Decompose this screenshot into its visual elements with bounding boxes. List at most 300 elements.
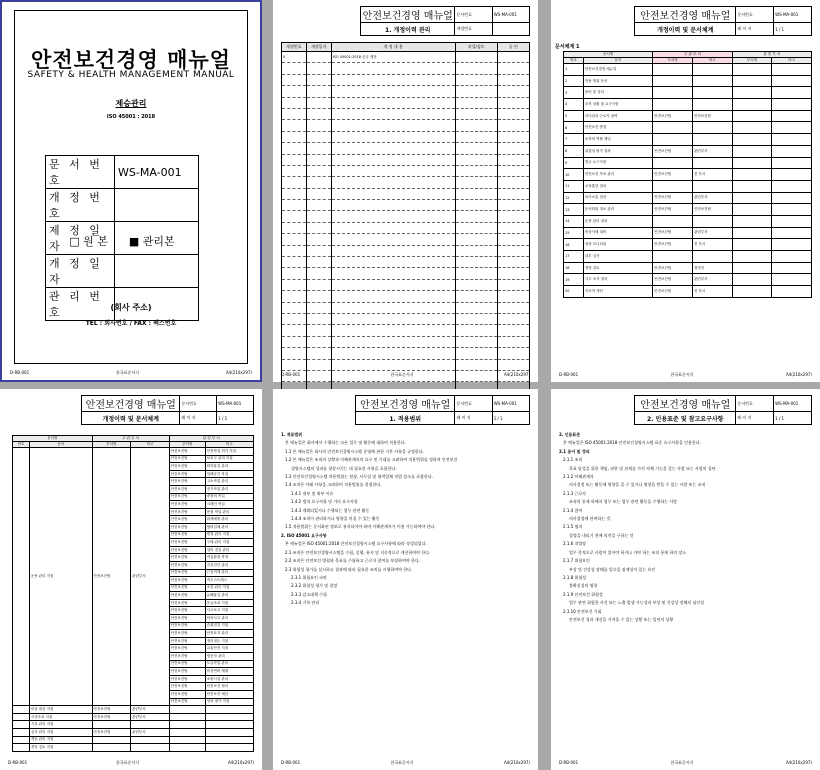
references-body-text bbox=[559, 431, 812, 754]
table-cell bbox=[306, 165, 331, 176]
header-subtitle: 개정이력 및 문서체계 bbox=[635, 23, 736, 36]
table-cell: 성과 평가 지침 bbox=[205, 698, 253, 706]
footer-right: A4(210x297) bbox=[785, 760, 812, 765]
table-cell bbox=[692, 251, 732, 263]
cover-approve-label: 제승관리 bbox=[115, 99, 147, 108]
table-cell bbox=[331, 200, 455, 211]
table-cell bbox=[455, 291, 497, 302]
header-page: 1 / 1 bbox=[492, 412, 529, 425]
cover-field-label: 제 정 일 자 bbox=[46, 222, 115, 255]
table-cell bbox=[732, 122, 772, 134]
page-footer bbox=[559, 760, 812, 766]
table-cell: 18 bbox=[564, 262, 584, 274]
table-cell: 안전보건팀 bbox=[692, 204, 732, 216]
table-cell bbox=[455, 120, 497, 131]
footer-right: A4(210x297) bbox=[227, 760, 254, 765]
table-cell bbox=[772, 110, 812, 122]
scope-page[interactable] bbox=[273, 389, 538, 770]
footer-center: 한국표준서식 bbox=[390, 372, 414, 377]
table-cell: 안전보건 방침 bbox=[583, 122, 652, 134]
document-structure-page[interactable] bbox=[551, 0, 820, 382]
table-cell: 4 bbox=[564, 99, 584, 111]
table-cell bbox=[455, 336, 497, 347]
text-line: 2.1 조직은 안전보건경영시스템을 수립, 실행, 유지 및 지속적으로 개선하여야 한다. bbox=[285, 549, 431, 555]
rev-col-header: 개 정 내 용 bbox=[331, 43, 455, 52]
footer-left: D-RB-001 bbox=[559, 760, 579, 765]
footer-left: D-RB-001 bbox=[10, 370, 30, 375]
table-cell bbox=[692, 180, 732, 192]
header-subtitle: 1. 적용범위 bbox=[356, 412, 455, 425]
table-cell: 14 bbox=[564, 215, 584, 227]
table-cell: 사고 조사 절차 bbox=[583, 274, 652, 286]
table-row bbox=[564, 64, 812, 76]
table-row bbox=[564, 169, 812, 181]
table-cell: 안전보건팀 bbox=[653, 274, 693, 286]
table-cell bbox=[282, 359, 307, 370]
table-cell bbox=[13, 721, 30, 729]
table-cell bbox=[455, 222, 497, 233]
table-cell: ISO 45001:2018 신규 제정 bbox=[331, 52, 455, 63]
table-cell: 안전보건팀 bbox=[653, 204, 693, 216]
table-cell: 적용 범위 문서 bbox=[583, 75, 652, 87]
page-footer bbox=[559, 372, 812, 378]
table-cell bbox=[455, 234, 497, 245]
table-cell bbox=[205, 706, 253, 714]
table-cell bbox=[692, 75, 732, 87]
header-title: 안전보건경영 매뉴얼 bbox=[635, 396, 736, 412]
text-line: 2.1.5 협의 bbox=[563, 524, 583, 530]
table-cell bbox=[692, 122, 732, 134]
table-cell: 안전보건 목표 관리 bbox=[583, 169, 652, 181]
page-header bbox=[8, 395, 254, 425]
table-cell bbox=[169, 736, 205, 744]
table-cell: 안전보건팀 bbox=[169, 607, 205, 615]
table-row bbox=[282, 63, 530, 74]
table-cell: 안전보건팀 bbox=[169, 599, 205, 607]
dist-subheader: 비고 bbox=[692, 58, 732, 64]
table-cell: 관련부서 bbox=[692, 274, 732, 286]
table-cell: 구매 관리 지침 bbox=[205, 539, 253, 547]
document-structure-continued-page[interactable] bbox=[0, 389, 262, 770]
table-cell bbox=[455, 245, 497, 256]
table-cell: 설비 점검 관리 bbox=[205, 546, 253, 554]
dist-subheader: 비고 bbox=[205, 442, 253, 448]
text-line: 의사결정 또는 활동에 영향을 줄 수 있거나 영향을 받을 수 있는 사람 또는 조직 bbox=[569, 482, 706, 488]
distribution-label: 문서체계 1 bbox=[555, 44, 580, 50]
table-cell bbox=[131, 744, 170, 752]
table-row bbox=[282, 154, 530, 165]
text-line: 1.3 안전보건경영시스템 적용범위는 현장, 사무실 및 협력업체 작업 장소를 포함한다. bbox=[285, 474, 433, 480]
table-cell bbox=[692, 99, 732, 111]
table-cell bbox=[497, 74, 529, 85]
group-dept: 안전보건팀 bbox=[92, 448, 131, 706]
text-line: 2.1.4 참여 bbox=[563, 507, 583, 513]
table-row bbox=[564, 215, 812, 227]
table-row bbox=[282, 86, 530, 97]
table-cell bbox=[497, 154, 529, 165]
table-row bbox=[282, 97, 530, 108]
table-cell bbox=[732, 192, 772, 204]
text-line: 불확실성의 영향 bbox=[569, 583, 598, 589]
table-cell bbox=[732, 145, 772, 157]
table-cell: 2 bbox=[564, 75, 584, 87]
table-cell: 8 bbox=[564, 145, 584, 157]
table-cell bbox=[282, 222, 307, 233]
rev-col-header: 개정번호 bbox=[282, 43, 307, 52]
table-cell: 지속적 개선 bbox=[583, 286, 652, 298]
table-cell bbox=[653, 180, 693, 192]
table-cell bbox=[282, 188, 307, 199]
dist-subheader: 비고 bbox=[131, 442, 170, 448]
table-cell bbox=[306, 325, 331, 336]
table-cell bbox=[205, 736, 253, 744]
table-cell bbox=[331, 257, 455, 268]
table-cell bbox=[653, 99, 693, 111]
table-cell: 안전보건팀 bbox=[653, 192, 693, 204]
table-row bbox=[564, 157, 812, 169]
table-cell bbox=[497, 131, 529, 142]
text-line: 목표 달성을 위한 책임, 권한 및 관계를 가진 자체 기능을 갖는 사람 또는 사람의 집단 bbox=[569, 465, 716, 471]
table-cell: 비상연락 체계 bbox=[205, 668, 253, 676]
table-cell bbox=[692, 134, 732, 146]
table-cell: 교통안전 지침 bbox=[205, 645, 253, 653]
table-cell: 안전보건경영 매뉴얼 bbox=[583, 64, 652, 76]
text-line: 1. 적용범위 bbox=[281, 432, 303, 437]
dist-header: 관 련 부 서 bbox=[732, 52, 811, 58]
table-cell bbox=[169, 713, 205, 721]
table-cell: 정리정돈 지침 bbox=[205, 637, 253, 645]
table-row bbox=[564, 274, 812, 286]
table-cell bbox=[455, 86, 497, 97]
table-cell bbox=[282, 245, 307, 256]
text-line: 2.3.1 위험요인 파악 bbox=[291, 574, 327, 580]
table-cell bbox=[331, 188, 455, 199]
dist-header: 관 련 부 서 bbox=[169, 436, 253, 442]
table-cell bbox=[131, 721, 170, 729]
table-cell: 의사소통 절차 bbox=[583, 192, 652, 204]
footer-center: 한국표준서식 bbox=[390, 760, 414, 765]
text-line: 2.1.1 조직 bbox=[563, 457, 583, 463]
table-cell bbox=[497, 108, 529, 119]
table-cell bbox=[732, 239, 772, 251]
table-cell bbox=[455, 313, 497, 324]
table-row bbox=[282, 348, 530, 359]
table-cell: 비상 대응 지침 bbox=[29, 706, 92, 714]
table-cell bbox=[331, 302, 455, 313]
dist-subheader: 부서명 bbox=[732, 58, 772, 64]
table-cell: 방문자 관리 bbox=[205, 653, 253, 661]
text-line: 의사결정에 관여하는 것 bbox=[569, 516, 611, 522]
table-cell bbox=[13, 736, 30, 744]
text-line: 업무 관련 위험한 사건 또는 노출 발생 가능성과 부상 및 건강상 장해의 심각성 bbox=[569, 600, 705, 606]
table-row bbox=[13, 448, 254, 456]
table-cell bbox=[282, 120, 307, 131]
table-cell: 안전보건팀 bbox=[169, 698, 205, 706]
text-line: 1.4.1 내부 및 외부 이슈 bbox=[291, 490, 334, 496]
table-cell bbox=[282, 234, 307, 245]
table-cell: 안전보건팀 bbox=[692, 110, 732, 122]
footer-center: 한국표준서식 bbox=[115, 370, 140, 375]
table-cell bbox=[306, 222, 331, 233]
header-logo-area bbox=[281, 7, 361, 23]
table-cell bbox=[732, 215, 772, 227]
table-cell: 안전보건팀 bbox=[169, 539, 205, 547]
table-row bbox=[564, 87, 812, 99]
table-cell bbox=[282, 74, 307, 85]
table-cell bbox=[331, 336, 455, 347]
table-cell bbox=[306, 245, 331, 256]
table-cell bbox=[772, 180, 812, 192]
table-cell: 근골격계 관리 bbox=[205, 569, 253, 577]
table-cell: 관련부서 bbox=[131, 713, 170, 721]
table-cell: 소음 관리 지침 bbox=[205, 584, 253, 592]
table-cell bbox=[772, 251, 812, 263]
table-cell: 교육훈련 절차 bbox=[583, 180, 652, 192]
page-footer bbox=[281, 372, 530, 378]
table-cell bbox=[497, 268, 529, 279]
text-line: 2.1.10 안전보건 기회 bbox=[563, 608, 602, 614]
table-cell: 안전보건팀 bbox=[653, 239, 693, 251]
table-row bbox=[564, 134, 812, 146]
table-row bbox=[564, 262, 812, 274]
table-cell bbox=[306, 86, 331, 97]
original-checkbox: □ 원 본 bbox=[69, 235, 108, 248]
table-cell: 안전보건팀 bbox=[169, 584, 205, 592]
table-row bbox=[282, 257, 530, 268]
table-row bbox=[282, 188, 530, 199]
table-row bbox=[282, 234, 530, 245]
table-cell: 안전보건팀 bbox=[653, 145, 693, 157]
table-row bbox=[282, 302, 530, 313]
table-cell: 조직의 역할 책임 bbox=[583, 134, 652, 146]
table-cell: 조직 상황 및 요구사항 bbox=[583, 99, 652, 111]
rev-col-header: 개정일자 bbox=[306, 43, 331, 52]
table-cell bbox=[282, 348, 307, 359]
page-footer bbox=[281, 760, 530, 766]
table-cell bbox=[772, 239, 812, 251]
table-cell bbox=[732, 227, 772, 239]
table-cell bbox=[455, 325, 497, 336]
table-cell: 관련부서 bbox=[692, 145, 732, 157]
table-cell bbox=[497, 245, 529, 256]
table-cell bbox=[92, 736, 131, 744]
table-cell bbox=[282, 86, 307, 97]
table-cell bbox=[732, 64, 772, 76]
table-cell: 안전보건팀 bbox=[169, 501, 205, 509]
dist-subheader: 부서명 bbox=[92, 442, 131, 448]
table-cell bbox=[282, 291, 307, 302]
header-label: 문서번호 bbox=[180, 396, 217, 412]
table-row bbox=[564, 286, 812, 298]
revision-history-page[interactable] bbox=[273, 0, 538, 382]
header-doc-no: WS-MA-001 bbox=[492, 396, 529, 412]
dist-subheader: 문서 bbox=[583, 58, 652, 64]
page-footer bbox=[8, 760, 254, 766]
table-cell: 비상사태 대비 bbox=[583, 227, 652, 239]
page-header bbox=[559, 395, 812, 425]
header-title: 안전보건경영 매뉴얼 bbox=[356, 396, 455, 412]
table-cell: 안전보건팀 bbox=[92, 706, 131, 714]
table-cell: 심사 관리 지침 bbox=[29, 728, 92, 736]
table-cell bbox=[497, 325, 529, 336]
table-cell bbox=[282, 108, 307, 119]
text-line: 2. 인용표준 bbox=[559, 432, 581, 437]
table-cell bbox=[92, 744, 131, 752]
table-cell bbox=[455, 97, 497, 108]
table-cell: 안전보건팀 bbox=[653, 227, 693, 239]
table-row bbox=[564, 110, 812, 122]
table-cell bbox=[497, 52, 529, 63]
table-cell: 안전보건팀 bbox=[653, 286, 693, 298]
table-row bbox=[282, 131, 530, 142]
table-cell: 안전보건팀 bbox=[169, 523, 205, 531]
table-cell bbox=[497, 200, 529, 211]
table-row bbox=[282, 313, 530, 324]
cover-iso-line: ISO 45001 : 2018 bbox=[106, 114, 156, 120]
table-cell bbox=[497, 279, 529, 290]
table-cell bbox=[455, 268, 497, 279]
text-line: 1.2 본 매뉴얼은 조직의 상황과 이해관계자의 요구 및 기대를 고려하여 적용범위를 정하며 안전보건 bbox=[285, 457, 458, 463]
dist-header: 주 관 부 서 bbox=[653, 52, 732, 58]
table-cell bbox=[331, 268, 455, 279]
table-cell bbox=[306, 257, 331, 268]
table-cell: 사고보고 지침 bbox=[205, 607, 253, 615]
table-cell bbox=[331, 279, 455, 290]
table-cell: 12 bbox=[564, 192, 584, 204]
table-cell bbox=[497, 211, 529, 222]
table-cell: 위험성 평가 절차 bbox=[583, 145, 652, 157]
table-cell bbox=[282, 257, 307, 268]
footer-right: A4(210x297) bbox=[503, 372, 530, 377]
table-cell: 보호구 관리 지침 bbox=[205, 455, 253, 463]
table-cell: 안전보건 협의 bbox=[205, 683, 253, 691]
table-cell: 안전보건팀 bbox=[169, 645, 205, 653]
table-cell bbox=[331, 313, 455, 324]
table-cell bbox=[282, 336, 307, 347]
table-cell bbox=[455, 131, 497, 142]
table-cell bbox=[205, 744, 253, 752]
table-row bbox=[282, 108, 530, 119]
cover-field-label: 개 정 일 자 bbox=[46, 255, 115, 288]
table-row bbox=[564, 145, 812, 157]
table-cell bbox=[732, 286, 772, 298]
table-cell: 안전보건팀 bbox=[169, 660, 205, 668]
text-line: 본 매뉴얼은 ISO 45001:2018 안전보건경영시스템 표준 요구사항을 인용한다. bbox=[563, 440, 701, 446]
table-cell: 안전보건팀 bbox=[653, 262, 693, 274]
controlled-checkbox: ■ 관리본 bbox=[128, 235, 175, 248]
footer-center: 한국표준서식 bbox=[670, 760, 694, 765]
table-cell bbox=[455, 200, 497, 211]
table-cell bbox=[732, 262, 772, 274]
footer-center: 한국표준서식 bbox=[115, 760, 140, 765]
table-cell: 안전보건팀 bbox=[169, 478, 205, 486]
text-line: 본 매뉴얼은 회사에서 수행하는 모든 업무 및 활동에 대하여 적용한다. bbox=[285, 440, 406, 446]
table-cell bbox=[331, 291, 455, 302]
header-subtitle: 2. 인용표준 및 참고요구사항 bbox=[635, 412, 736, 425]
table-cell: 관련부서 bbox=[131, 706, 170, 714]
page-header bbox=[281, 6, 530, 36]
table-cell bbox=[653, 87, 693, 99]
text-line: 2. ISO 45001 요구사항 bbox=[281, 532, 327, 538]
cover-doc-no-value: WS-MA-001 bbox=[115, 156, 199, 189]
text-line: 2.3.4 기록 관리 bbox=[291, 600, 320, 606]
text-line: 2.1.3 근로자 bbox=[563, 490, 587, 496]
table-cell: 16 bbox=[564, 239, 584, 251]
table-cell bbox=[497, 165, 529, 176]
table-row bbox=[282, 211, 530, 222]
normative-references-page[interactable] bbox=[551, 389, 820, 770]
table-cell bbox=[732, 157, 772, 169]
table-row bbox=[13, 721, 254, 729]
cover-title: 안전보건경영 매뉴얼 bbox=[31, 47, 231, 72]
table-cell: 용접 작업 관리 bbox=[205, 508, 253, 516]
table-row bbox=[282, 143, 530, 154]
header-title: 안전보건경영 매뉴얼 bbox=[361, 7, 455, 23]
table-cell bbox=[306, 74, 331, 85]
table-cell bbox=[282, 211, 307, 222]
table-cell bbox=[331, 108, 455, 119]
table-cell bbox=[282, 200, 307, 211]
text-line: 1.4.4 조직이 관리하거나 영향을 미칠 수 있는 활동 bbox=[291, 516, 380, 522]
table-cell: 안전보건팀 bbox=[169, 592, 205, 600]
table-cell bbox=[732, 204, 772, 216]
table-cell: 안전보건팀 bbox=[169, 493, 205, 501]
page-header bbox=[281, 395, 530, 425]
table-cell: 법규 요구사항 bbox=[583, 157, 652, 169]
table-cell: 문서화된 정보 관리 bbox=[583, 204, 652, 216]
manual-cover-page[interactable] bbox=[0, 0, 262, 382]
table-cell bbox=[306, 211, 331, 222]
cover-field-label: 관 리 번 호 bbox=[46, 288, 115, 321]
table-cell bbox=[497, 188, 529, 199]
table-cell bbox=[306, 359, 331, 370]
text-line: 안전보건 성과 개선을 가져올 수 있는 상황 또는 일련의 상황 bbox=[569, 616, 674, 622]
table-cell bbox=[169, 744, 205, 752]
group-label: 운용 관리 지침 bbox=[29, 448, 92, 706]
table-cell: 17 bbox=[564, 251, 584, 263]
table-cell: 안전보건팀 bbox=[169, 448, 205, 456]
text-line: 조직의 통제 하에서 업무 또는 업무 관련 활동을 수행하는 사람 bbox=[569, 499, 678, 505]
table-cell: 안전보건팀 bbox=[169, 485, 205, 493]
text-line: 2.3.2 위험성 평가 및 결정 bbox=[291, 583, 338, 589]
table-cell bbox=[772, 87, 812, 99]
table-cell bbox=[331, 131, 455, 142]
table-cell bbox=[772, 262, 812, 274]
table-cell: 변경 관리 지침 bbox=[205, 531, 253, 539]
table-cell: 1 bbox=[564, 64, 584, 76]
table-cell: 15 bbox=[564, 227, 584, 239]
table-row bbox=[564, 122, 812, 134]
dist-subheader: 번호 bbox=[564, 58, 584, 64]
table-cell bbox=[13, 713, 30, 721]
table-cell: 건강진단 관리 bbox=[205, 561, 253, 569]
dist-header: 문서명 bbox=[564, 52, 653, 58]
header-label: 페 이 지 bbox=[736, 412, 774, 425]
table-cell bbox=[282, 302, 307, 313]
header-label: 개정번호 bbox=[455, 23, 492, 36]
header-label: 페 이 지 bbox=[736, 23, 774, 36]
table-cell bbox=[306, 234, 331, 245]
table-cell: 시정조치 지침 bbox=[29, 713, 92, 721]
table-cell bbox=[455, 63, 497, 74]
table-row bbox=[564, 75, 812, 87]
text-line: 1.1 본 매뉴얼은 회사의 안전보건경영시스템 운영에 관한 기본 사항을 규정한다. bbox=[285, 448, 424, 454]
table-cell bbox=[282, 177, 307, 188]
header-page: 1 / 1 bbox=[774, 412, 812, 425]
table-cell: 안전보건팀 bbox=[169, 653, 205, 661]
distribution-table-continued bbox=[12, 435, 254, 754]
text-line: 결정을 내리기 전에 의견을 구하는 것 bbox=[569, 532, 634, 538]
